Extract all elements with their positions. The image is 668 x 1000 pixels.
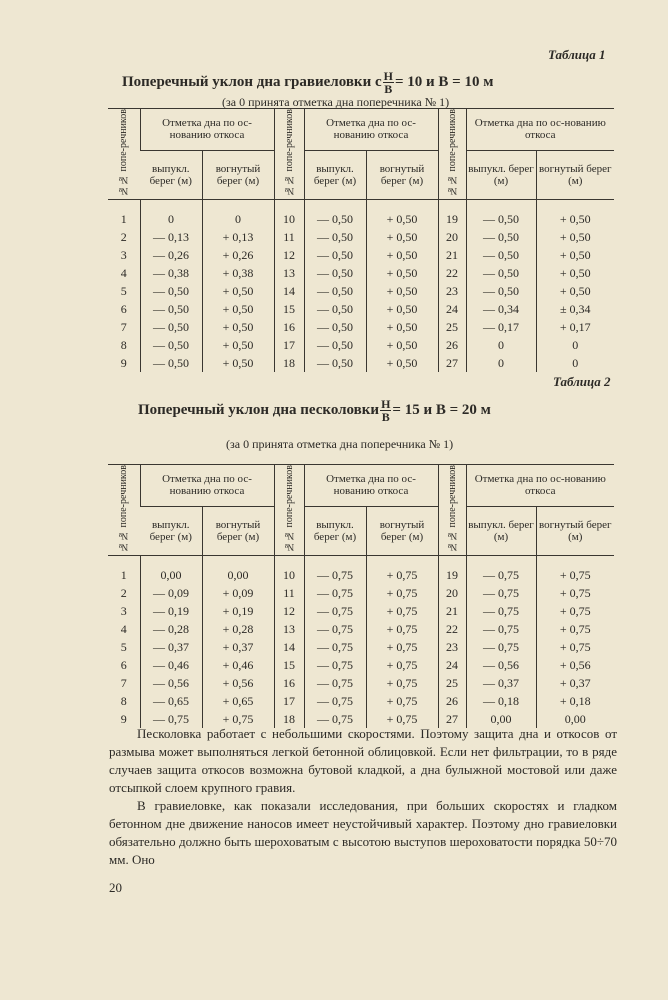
table2-cell: — 0,75 <box>466 555 536 584</box>
table1-header-concave-1: вогнутый берег (м) <box>202 150 274 199</box>
table1-cell: — 0,50 <box>304 354 366 372</box>
table2-cell: — 0,75 <box>466 584 536 602</box>
table1-cell: — 0,50 <box>140 300 202 318</box>
table2-cell: 8 <box>120 693 127 708</box>
table2-cell: 16 <box>274 674 304 692</box>
table2-cell: 4 <box>120 621 127 636</box>
table2-cell: 18 <box>274 710 304 728</box>
table2-cell: + 0,28 <box>202 620 274 638</box>
table1-cell: — 0,50 <box>466 246 536 264</box>
table1-cell: + 0,50 <box>202 318 274 336</box>
table2-cell: 20 <box>438 584 466 602</box>
table2-cell: 17 <box>274 692 304 710</box>
table1-cell: 25 <box>438 318 466 336</box>
table1-row <box>108 228 614 246</box>
table2-fraction <box>380 398 391 423</box>
table1-label: Таблица 1 <box>548 47 606 62</box>
table1-cell: — 0,50 <box>466 228 536 246</box>
table1-cell: — 0,50 <box>304 282 366 300</box>
table1-cell: 0 <box>466 354 536 372</box>
table1-cell: — 0,50 <box>304 336 366 354</box>
table1-cell: + 0,50 <box>366 246 438 264</box>
table2-cell: + 0,75 <box>366 638 438 656</box>
table2-cell: — 0,75 <box>304 638 366 656</box>
table1-row <box>108 336 614 354</box>
table2-cell: — 0,19 <box>140 602 202 620</box>
table2-row <box>108 692 614 710</box>
table2-body <box>108 555 614 728</box>
table2-header-group-2: Отметка дна по ос-нованию откоса <box>304 465 438 507</box>
table1-cell: — 0,26 <box>140 246 202 264</box>
table2-cell: — 0,75 <box>304 555 366 584</box>
table2-cell: — 0,75 <box>466 638 536 656</box>
table2-title <box>138 398 491 423</box>
table1-header-group-3: Отметка дна по ос-нованию откоса <box>466 109 614 151</box>
table1-cell: 4 <box>120 265 127 280</box>
table1-cell: + 0,17 <box>536 318 614 336</box>
table1-cell: 16 <box>274 318 304 336</box>
table1-cell: 7 <box>120 319 127 334</box>
table1-cell: — 0,50 <box>304 228 366 246</box>
table2-cell: 26 <box>438 692 466 710</box>
table1-cell: + 0,50 <box>202 282 274 300</box>
table2-header-concave-3: вогнутый берег (м) <box>536 506 614 555</box>
table1-cell: 2 <box>120 229 127 244</box>
table1-cell: + 0,50 <box>536 264 614 282</box>
table1-cell: 3 <box>120 247 127 262</box>
table1-cell: — 0,50 <box>466 199 536 228</box>
table2-row <box>108 656 614 674</box>
table1-cell: — 0,50 <box>140 354 202 372</box>
table2-cell: + 0,18 <box>536 692 614 710</box>
table2 <box>108 464 614 728</box>
table1-cell: + 0,50 <box>536 199 614 228</box>
table1-cell: 21 <box>438 246 466 264</box>
table2-cell: + 0,75 <box>366 620 438 638</box>
table2-row <box>108 584 614 602</box>
table1-cell: + 0,50 <box>366 264 438 282</box>
table2-cell: — 0,56 <box>140 674 202 692</box>
table2-cell: + 0,75 <box>536 584 614 602</box>
table2-title-prefix: Поперечный уклон дна песколовки <box>138 401 380 418</box>
table2-cell: — 0,09 <box>140 584 202 602</box>
table2-cell: + 0,56 <box>536 656 614 674</box>
table2-header-convex-2: выпукл. берег (м) <box>304 506 366 555</box>
table1-row <box>108 246 614 264</box>
table1-cell: — 0,50 <box>466 264 536 282</box>
table1-header-num-3: №№ попе-речников <box>438 109 466 200</box>
table2-header-concave-2: вогнутый берег (м) <box>366 506 438 555</box>
table1-cell: — 0,50 <box>466 282 536 300</box>
table2-cell: + 0,56 <box>202 674 274 692</box>
table1-cell: 0 <box>202 199 274 228</box>
table2-cell: — 0,65 <box>140 692 202 710</box>
body-text <box>109 725 617 869</box>
table1-cell: 0 <box>536 336 614 354</box>
table1-cell: — 0,50 <box>304 300 366 318</box>
table1-cell: 0 <box>466 336 536 354</box>
table1-row <box>108 199 614 228</box>
table1-header-convex-3: выпукл. берег (м) <box>466 150 536 199</box>
table2-header-convex-1: выпукл. берег (м) <box>140 506 202 555</box>
table2-cell: — 0,75 <box>304 710 366 728</box>
table2-row <box>108 602 614 620</box>
table1-cell: ± 0,34 <box>536 300 614 318</box>
table2-cell: 25 <box>438 674 466 692</box>
table1-subtitle: (за 0 принята отметка дна поперечника № 1) <box>222 95 450 109</box>
table2-cell: — 0,18 <box>466 692 536 710</box>
table2-cell: + 0,75 <box>536 638 614 656</box>
table1-cell: — 0,13 <box>140 228 202 246</box>
table1-cell: 17 <box>274 336 304 354</box>
table1-cell: — 0,50 <box>304 246 366 264</box>
table2-header-num-3: №№ попе-речников <box>438 465 466 556</box>
table2-cell: — 0,75 <box>304 656 366 674</box>
table1-cell: 27 <box>438 354 466 372</box>
table2-cell: + 0,37 <box>536 674 614 692</box>
table1-cell: + 0,50 <box>366 228 438 246</box>
table1-header-convex-2: выпукл. берег (м) <box>304 150 366 199</box>
table1-cell: 15 <box>274 300 304 318</box>
table2-header-group-1: Отметка дна по ос-нованию откоса <box>140 465 274 507</box>
table2-label: Таблица 2 <box>553 374 611 389</box>
table2-header-group-3: Отметка дна по ос-нованию откоса <box>466 465 614 507</box>
table1-cell: + 0,26 <box>202 246 274 264</box>
table1-row <box>108 318 614 336</box>
table2-cell: + 0,75 <box>536 602 614 620</box>
table1-cell: + 0,50 <box>536 246 614 264</box>
table1-row <box>108 300 614 318</box>
table2-cell: 0,00 <box>140 555 202 584</box>
table1-cell: — 0,50 <box>140 282 202 300</box>
table1-cell: 12 <box>274 246 304 264</box>
table2-cell: 12 <box>274 602 304 620</box>
table1-row <box>108 282 614 300</box>
table2-header-num-2: №№ попе-речников <box>274 465 304 556</box>
table1-cell: + 0,50 <box>202 354 274 372</box>
table2-cell: 0,00 <box>466 710 536 728</box>
table2-cell: — 0,46 <box>140 656 202 674</box>
table2-cell: + 0,46 <box>202 656 274 674</box>
table1-cell: 23 <box>438 282 466 300</box>
table1-cell: — 0,50 <box>140 336 202 354</box>
table2-cell: + 0,09 <box>202 584 274 602</box>
table1-cell: — 0,38 <box>140 264 202 282</box>
table2-cell: — 0,75 <box>140 710 202 728</box>
table2-row <box>108 638 614 656</box>
table2-cell: + 0,75 <box>536 620 614 638</box>
table2-row <box>108 674 614 692</box>
table2-header-convex-3: выпукл. берег (м) <box>466 506 536 555</box>
table2-cell: 2 <box>120 585 127 600</box>
table2-cell: 10 <box>274 555 304 584</box>
table2-cell: + 0,75 <box>202 710 274 728</box>
table1-cell: — 0,50 <box>304 199 366 228</box>
table2-header-concave-1: вогнутый берег (м) <box>202 506 274 555</box>
table2-cell: — 0,75 <box>304 584 366 602</box>
table2-cell: 27 <box>438 710 466 728</box>
table2-cell: 5 <box>120 639 127 654</box>
table2-cell: + 0,75 <box>366 584 438 602</box>
table1-cell: + 0,50 <box>202 336 274 354</box>
table1-body <box>108 199 614 372</box>
table1-cell: + 0,50 <box>202 300 274 318</box>
paragraph-2: В гравиеловке, как показали исследования, при больших скоростях и гладком бетонном дне движение наносов имеет неустойчивый характер. Поэтому дно гравиеловки обязательно должно быть шероховатым с высотою выступов шероховатости порядка 50÷70 мм. Оно <box>109 798 617 867</box>
table1-cell: + 0,50 <box>536 282 614 300</box>
table2-row <box>108 555 614 584</box>
table1-title-prefix: Поперечный уклон дна гравиеловки с <box>122 73 382 90</box>
table1-cell: — 0,17 <box>466 318 536 336</box>
table1-cell: 1 <box>120 211 127 226</box>
table2-cell: + 0,75 <box>366 555 438 584</box>
table2-cell: — 0,37 <box>140 638 202 656</box>
table2-cell: 3 <box>120 603 127 618</box>
table2-cell: — 0,56 <box>466 656 536 674</box>
table2-cell: + 0,75 <box>366 674 438 692</box>
table1-cell: 13 <box>274 264 304 282</box>
table2-cell: 19 <box>438 555 466 584</box>
table2-cell: + 0,37 <box>202 638 274 656</box>
table1-row <box>108 354 614 372</box>
table1-header-num-1: №№ попе-речников <box>108 109 140 200</box>
table1-cell: 20 <box>438 228 466 246</box>
table1-header-convex-1: выпукл. берег (м) <box>140 150 202 199</box>
table1-title-suffix: = 10 и В = 10 м <box>394 73 494 90</box>
table2-cell: + 0,75 <box>366 692 438 710</box>
table2-cell: 9 <box>120 711 127 726</box>
table1-frac-num: H <box>383 69 393 83</box>
table2-cell: — 0,75 <box>304 674 366 692</box>
table1-cell: 26 <box>438 336 466 354</box>
table1-cell: + 0,50 <box>366 318 438 336</box>
table1-header-num-2: №№ попе-речников <box>274 109 304 200</box>
table2-cell: 24 <box>438 656 466 674</box>
table1-cell: 14 <box>274 282 304 300</box>
table1-cell: + 0,50 <box>536 228 614 246</box>
table2-cell: + 0,65 <box>202 692 274 710</box>
table1-cell: 6 <box>120 301 127 316</box>
table1-cell: + 0,50 <box>366 199 438 228</box>
table2-cell: 1 <box>120 567 127 582</box>
paragraph-1: Песколовка работает с небольшими скоростями. Поэтому защита дна и откосов от размыва может выполняться легкой бетонной облицовкой. Если нет фильтрации, то в ряде случаев защита откосов возможна бутовой кладкой, а дна булыжной мостовой или даже отсыпкой слоем крупного гравия. <box>109 726 617 795</box>
table1-cell: + 0,50 <box>366 282 438 300</box>
table2-cell: + 0,75 <box>366 602 438 620</box>
table1-cell: + 0,50 <box>366 336 438 354</box>
table1-cell: 11 <box>274 228 304 246</box>
table1-cell: — 0,50 <box>140 318 202 336</box>
table2-cell: + 0,75 <box>536 555 614 584</box>
table1-cell: + 0,50 <box>366 300 438 318</box>
table2-header-num-1: №№ попе-речников <box>108 465 140 556</box>
table2-cell: 7 <box>120 675 127 690</box>
table2-cell: 0,00 <box>536 710 614 728</box>
table2-cell: 15 <box>274 656 304 674</box>
table2-cell: — 0,75 <box>466 602 536 620</box>
table2-cell: — 0,75 <box>466 620 536 638</box>
table1-cell: 19 <box>438 199 466 228</box>
table2-frac-num: H <box>381 397 391 411</box>
table2-cell: 14 <box>274 638 304 656</box>
table2-cell: — 0,28 <box>140 620 202 638</box>
table1-header-concave-3: вогнутый берег (м) <box>536 150 614 199</box>
table1-cell: — 0,50 <box>304 318 366 336</box>
table2-cell: 6 <box>120 657 127 672</box>
table1-cell: 24 <box>438 300 466 318</box>
table2-cell: 13 <box>274 620 304 638</box>
table2-row <box>108 620 614 638</box>
table1-cell: + 0,13 <box>202 228 274 246</box>
table2-cell: 23 <box>438 638 466 656</box>
table1-cell: 9 <box>120 355 127 370</box>
table1-cell: + 0,50 <box>366 354 438 372</box>
page-number: 20 <box>109 880 122 895</box>
table2-cell: 21 <box>438 602 466 620</box>
table1-cell: — 0,34 <box>466 300 536 318</box>
table2-title-suffix: = 15 и В = 20 м <box>392 401 491 418</box>
table2-cell: — 0,37 <box>466 674 536 692</box>
table1-cell: + 0,38 <box>202 264 274 282</box>
table1-header-group-2: Отметка дна по ос-нованию откоса <box>304 109 438 151</box>
table2-cell: + 0,75 <box>366 656 438 674</box>
table2-cell: + 0,75 <box>366 710 438 728</box>
table2-cell: — 0,75 <box>304 620 366 638</box>
table1-title <box>122 70 493 95</box>
table1-cell: 18 <box>274 354 304 372</box>
table2-frac-den: B <box>381 410 390 424</box>
table1-cell: 22 <box>438 264 466 282</box>
table1-cell: 0 <box>140 199 202 228</box>
table1-frac-den: B <box>384 82 393 96</box>
table1-cell: 8 <box>120 337 127 352</box>
table2-cell: 11 <box>274 584 304 602</box>
table1-cell: 0 <box>536 354 614 372</box>
table1-cell: 10 <box>274 199 304 228</box>
table2-cell: + 0,19 <box>202 602 274 620</box>
table1 <box>108 108 614 372</box>
table2-cell: 22 <box>438 620 466 638</box>
table1-cell: — 0,50 <box>304 264 366 282</box>
table2-cell: 0,00 <box>202 555 274 584</box>
table2-cell: — 0,75 <box>304 692 366 710</box>
table1-fraction <box>383 70 394 95</box>
table1-header-group-1: Отметка дна по ос-нованию откоса <box>140 109 274 151</box>
table1-row <box>108 264 614 282</box>
table2-subtitle: (за 0 принята отметка дна поперечника № 1) <box>226 437 454 451</box>
table1-cell: 5 <box>120 283 127 298</box>
table1-header-concave-2: вогнутый берег (м) <box>366 150 438 199</box>
table2-cell: — 0,75 <box>304 602 366 620</box>
